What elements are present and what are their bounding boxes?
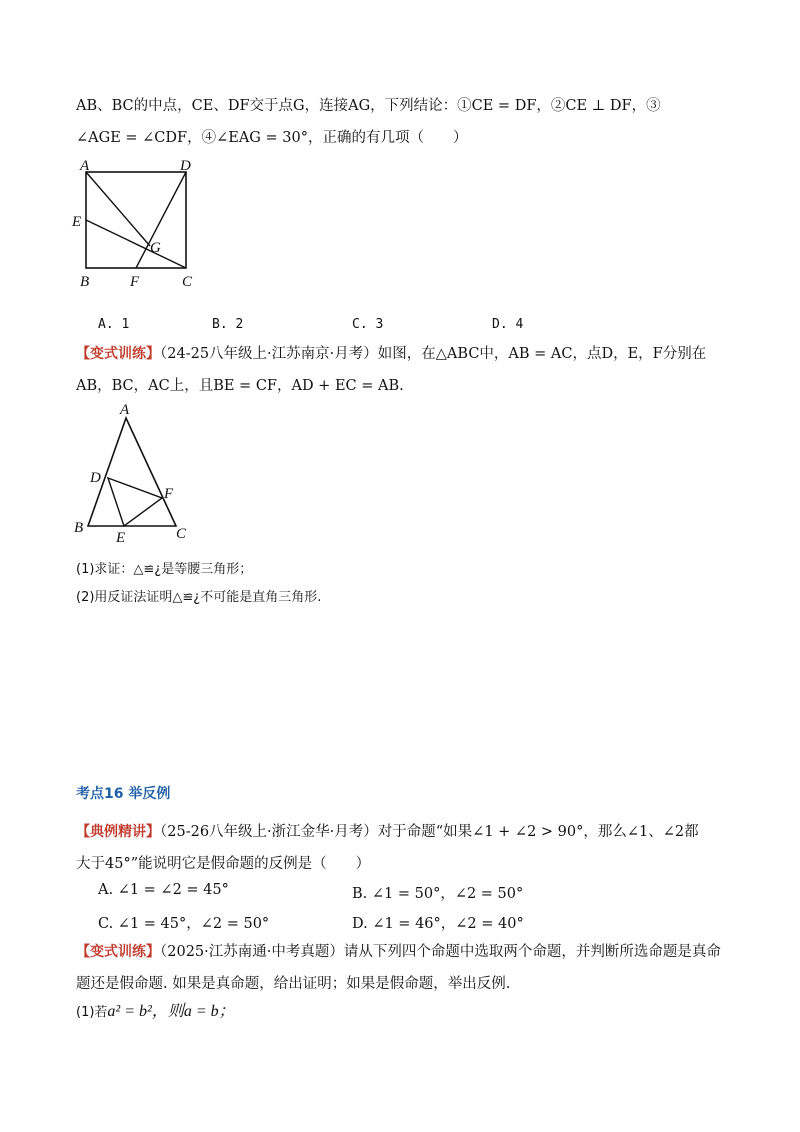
label-a: A <box>80 158 90 174</box>
example-option-c[interactable]: C. ∠1 = 45°，∠2 = 50° <box>98 916 270 932</box>
square-figure <box>66 154 216 294</box>
label-b: B <box>80 274 90 290</box>
label-d: D <box>180 158 191 174</box>
variant2-line-1-text: （2025·江苏南通·中考真题）请从下列四个命题中选取两个命题，并判断所选命题是真命 <box>160 944 721 960</box>
q1-text-line-1: AB、BC的中点，CE、DF交于点G，连接AG，下列结论：①CE = DF，②CE ⊥ DF，③ <box>76 98 661 114</box>
label-c: C <box>182 274 193 290</box>
label-a: A <box>120 402 130 418</box>
square-abcd <box>86 172 186 268</box>
variant2-line-1 <box>76 942 721 962</box>
variant2-tag: 【变式训练】 <box>76 944 160 960</box>
variant2-sub-1-prefix: (1)若 <box>76 1005 108 1020</box>
example-option-a[interactable]: A. ∠1 = ∠2 = 45° <box>98 882 229 898</box>
variant2-sub-1 <box>76 1002 235 1023</box>
variant1-line-2: AB，BC，AC上，且BE = CF，AD + EC = AB. <box>76 378 404 394</box>
label-e: E <box>72 214 82 230</box>
example-tag: 【典例精讲】 <box>76 824 160 840</box>
q1-option-d[interactable]: D. 4 <box>492 317 524 332</box>
variant2-sub-1-math: a² = b²，则a = b； <box>107 1003 235 1020</box>
segment-ce <box>86 220 186 268</box>
label-e: E <box>116 530 126 546</box>
example-line-1 <box>76 822 699 842</box>
q1-option-b[interactable]: B. 2 <box>212 317 244 332</box>
variant1-line-1-text: （24-25八年级上·江苏南京·月考）如图，在△ABC中，AB = AC，点D，E，F分别在 <box>160 346 707 362</box>
label-b: B <box>74 520 84 536</box>
q1-text-line-2: ∠AGE = ∠CDF，④∠EAG = 30°，正确的有几项（ ） <box>76 130 468 146</box>
example-line-2: 大于45°”能说明它是假命题的反例是（ ） <box>76 856 371 872</box>
variant2-line-2: 题还是假命题. 如果是真命题，给出证明；如果是假命题，举出反例. <box>76 976 511 992</box>
triangle-abc <box>88 418 176 526</box>
example-option-d[interactable]: D. ∠1 = 46°，∠2 = 40° <box>352 916 524 932</box>
q1-option-c[interactable]: C. 3 <box>352 317 384 332</box>
variant1-sub-1: (1)求证：△≌¿是等腰三角形； <box>76 562 253 577</box>
label-g: G <box>150 240 161 256</box>
variant1-tag: 【变式训练】 <box>76 346 160 362</box>
q1-option-a[interactable]: A. 1 <box>98 317 130 332</box>
label-c: C <box>176 526 187 542</box>
section-heading: 考点16 举反例 <box>76 786 171 802</box>
label-d: D <box>90 470 101 486</box>
triangle-def <box>108 478 162 526</box>
variant1-line-1 <box>76 344 706 364</box>
variant1-sub-2: (2)用反证法证明△≌¿不可能是直角三角形. <box>76 590 322 605</box>
example-option-b[interactable]: B. ∠1 = 50°，∠2 = 50° <box>352 886 524 902</box>
triangle-figure <box>70 398 200 548</box>
label-f: F <box>130 274 140 290</box>
example-line-1-text: （25-26八年级上·浙江金华·月考）对于命题“如果∠1 + ∠2 > 90°，那么∠1、∠2都 <box>160 824 699 840</box>
label-f: F <box>164 486 174 502</box>
segment-df <box>136 172 186 268</box>
